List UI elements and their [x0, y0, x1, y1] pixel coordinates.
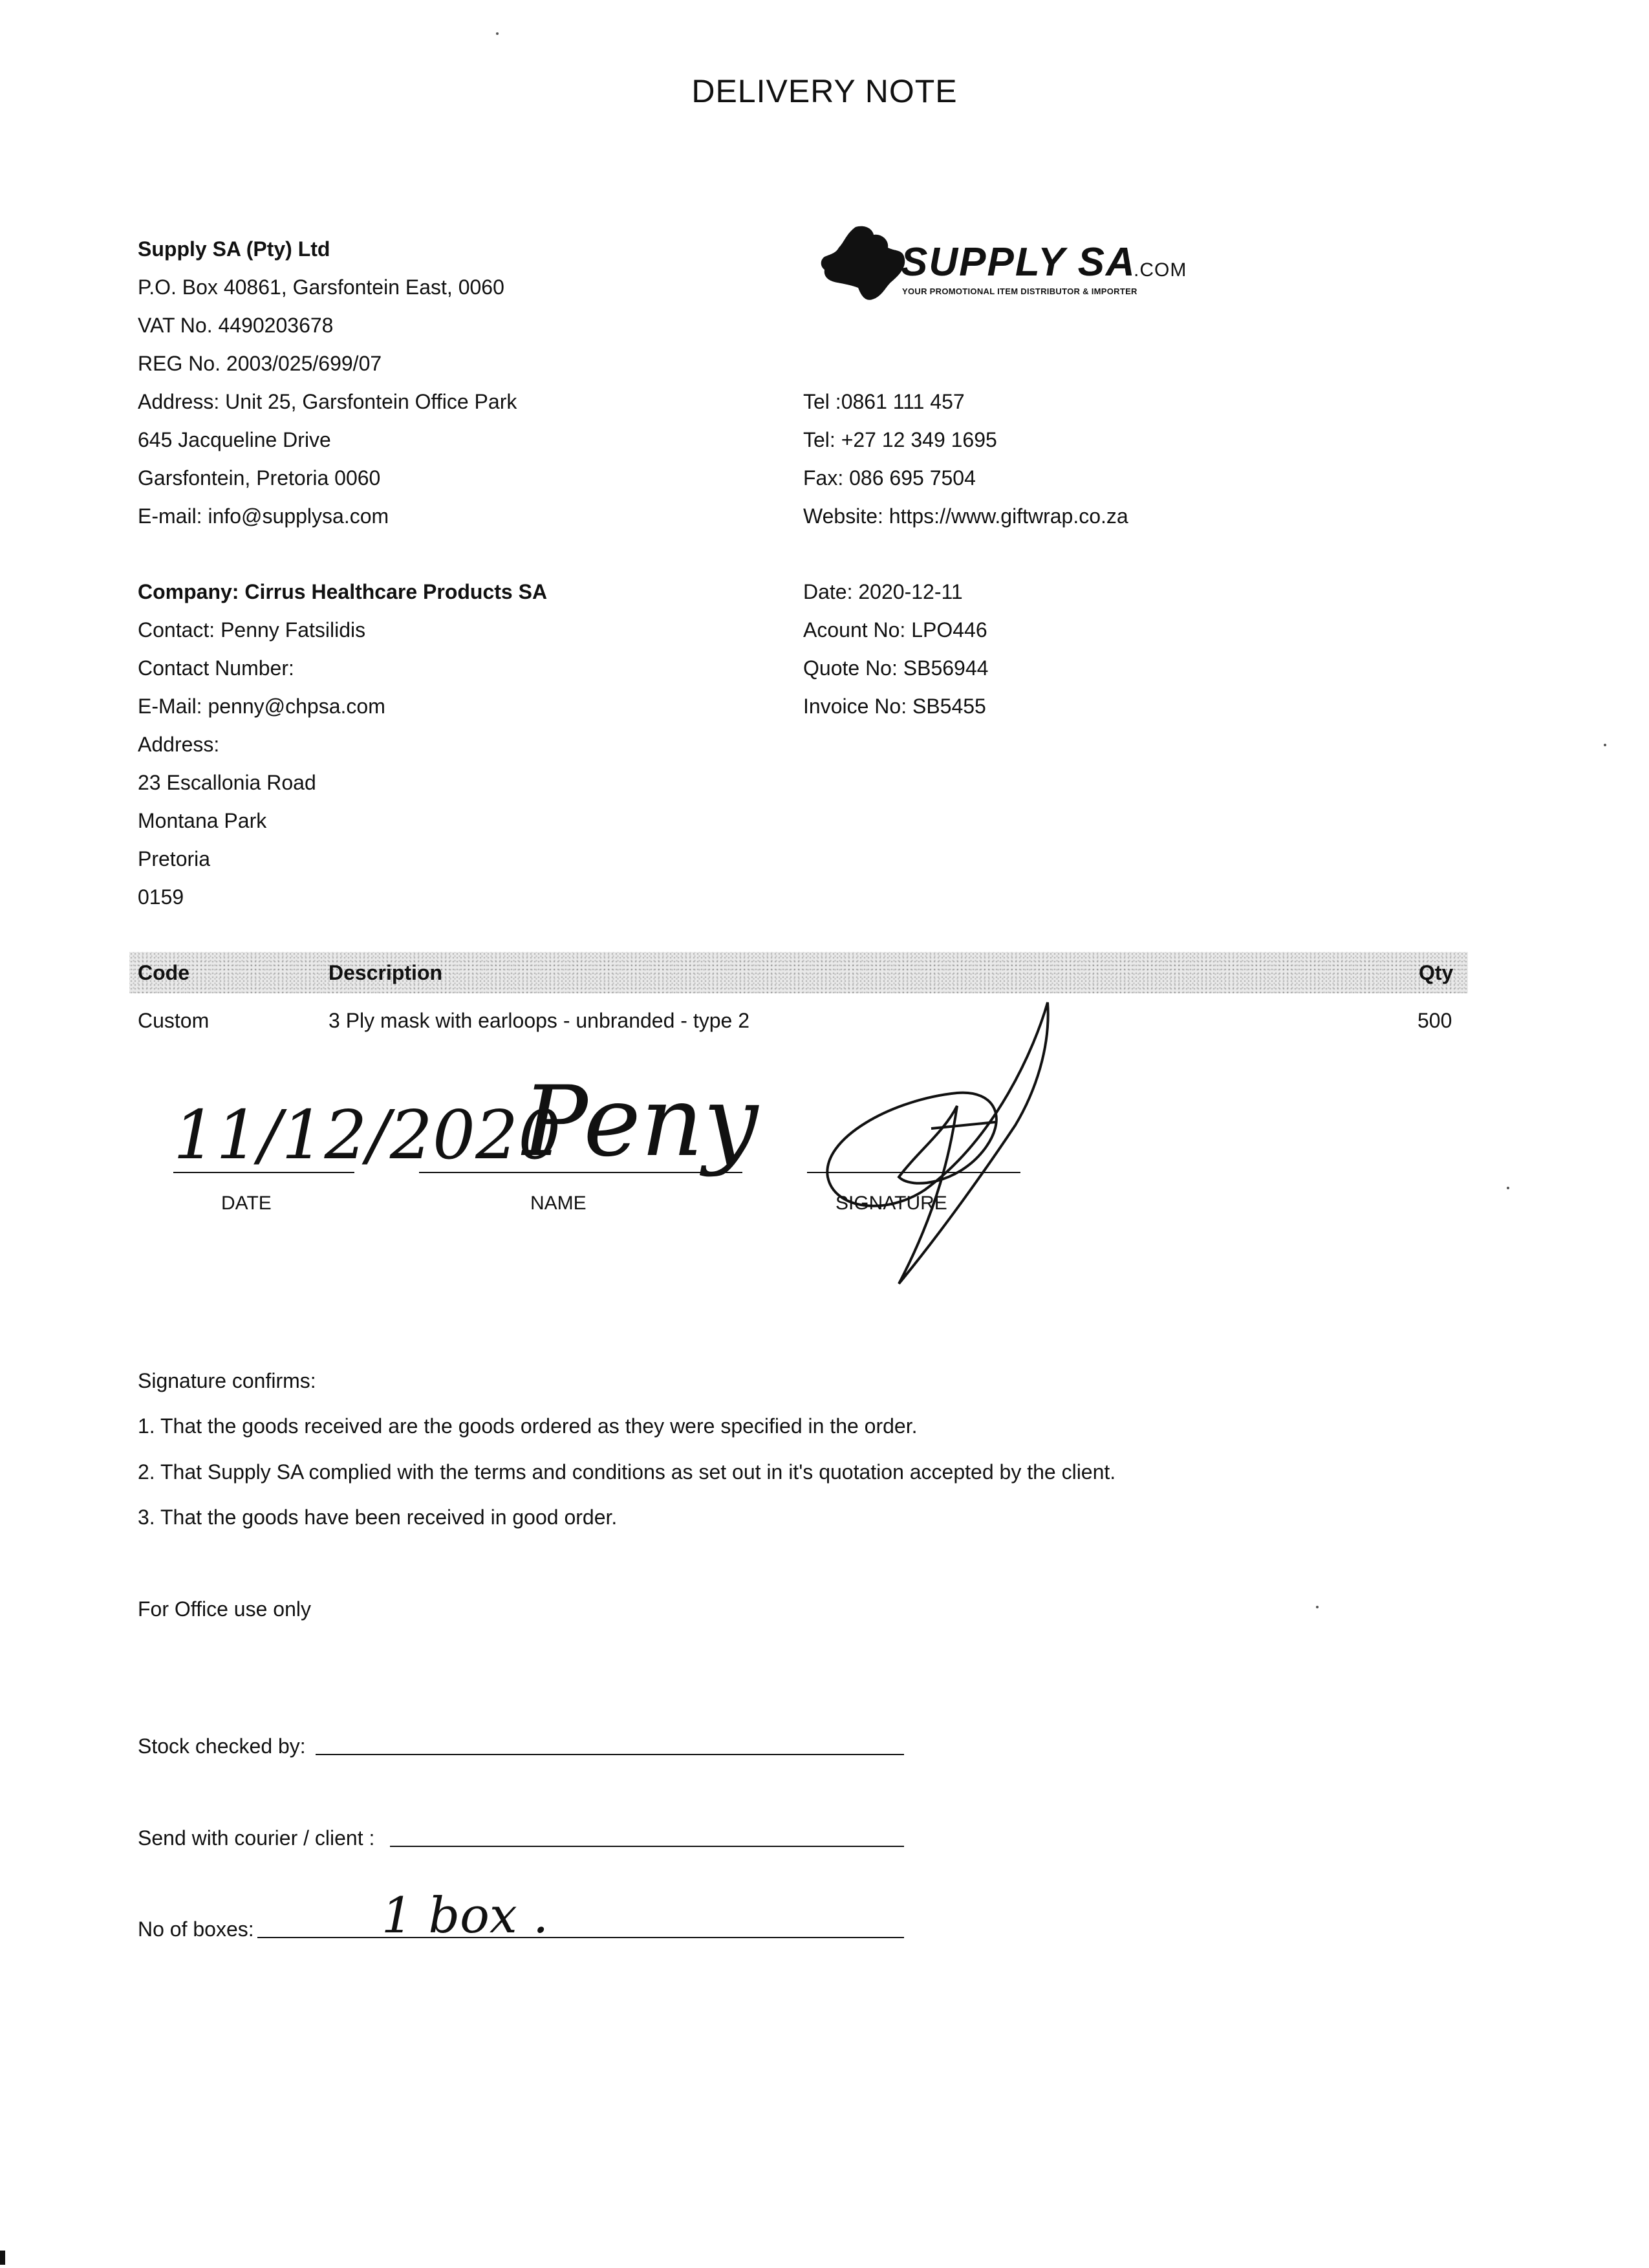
courier-label: Send with courier / client :	[138, 1826, 375, 1850]
scan-speck	[496, 32, 499, 35]
signature-label: SIGNATURE	[835, 1193, 947, 1214]
doc-quote-no: Quote No: SB56944	[803, 656, 989, 680]
supplier-po-box: P.O. Box 40861, Garsfontein East, 0060	[138, 275, 504, 299]
logo-brand-text: SUPPLY SA	[901, 240, 1136, 285]
supply-sa-logo	[818, 223, 1206, 307]
scan-edge-mark	[0, 2251, 5, 2265]
client-contact-number: Contact Number:	[138, 656, 294, 680]
boxes-label: No of boxes:	[138, 1917, 254, 1941]
confirmation-item-3: 3. That the goods have been received in good order.	[138, 1506, 618, 1529]
table-header-code: Code	[138, 961, 189, 984]
handwritten-signature	[802, 996, 1061, 1293]
supplier-address-3: Garsfontein, Pretoria 0060	[138, 466, 381, 490]
doc-account-no: Acount No: LPO446	[803, 618, 987, 642]
client-address-2: Montana Park	[138, 809, 267, 832]
client-address-3: Pretoria	[138, 847, 211, 870]
row-code: Custom	[138, 1009, 210, 1032]
courier-line	[390, 1846, 904, 1847]
client-contact: Contact: Penny Fatsilidis	[138, 618, 366, 642]
doc-date: Date: 2020-12-11	[803, 580, 963, 603]
row-description: 3 Ply mask with earloops - unbranded - type 2	[329, 1009, 749, 1032]
supplier-email: E-mail: info@supplysa.com	[138, 504, 389, 528]
boxes-line	[257, 1937, 904, 1938]
client-company: Company: Cirrus Healthcare Products SA	[138, 580, 548, 603]
supplier-address-1: Address: Unit 25, Garsfontein Office Park	[138, 390, 517, 413]
contact-website: Website: https://www.giftwrap.co.za	[803, 504, 1128, 528]
client-postal-code: 0159	[138, 885, 184, 909]
contact-tel-1: Tel :0861 111 457	[803, 390, 965, 413]
scan-speck	[1507, 1187, 1509, 1189]
office-heading: For Office use only	[138, 1597, 311, 1621]
logo-tagline: YOUR PROMOTIONAL ITEM DISTRIBUTOR & IMPORTER	[902, 286, 1137, 296]
supplier-address-2: 645 Jacqueline Drive	[138, 428, 331, 451]
logo-suffix-text: .COM	[1134, 259, 1187, 281]
confirmation-item-2: 2. That Supply SA complied with the terms and conditions as set out in it's quotation accepted by the client.	[138, 1460, 1116, 1484]
stock-checked-label: Stock checked by:	[138, 1734, 306, 1758]
name-label: NAME	[530, 1193, 587, 1214]
contact-fax: Fax: 086 695 7504	[803, 466, 976, 490]
doc-invoice-no: Invoice No: SB5455	[803, 695, 986, 718]
supplier-reg: REG No. 2003/025/699/07	[138, 352, 382, 375]
client-address-1: 23 Escallonia Road	[138, 771, 316, 794]
document-title: DELIVERY NOTE	[691, 73, 958, 109]
client-address-label: Address:	[138, 733, 220, 756]
handwritten-name: Peny	[523, 1066, 759, 1178]
name-signature-line	[419, 1172, 742, 1173]
row-qty: 500	[1417, 1009, 1452, 1032]
table-header-description: Description	[329, 961, 443, 984]
client-email: E-Mail: penny@chpsa.com	[138, 695, 385, 718]
table-header-qty: Qty	[1419, 961, 1454, 984]
africa-map-icon	[818, 223, 909, 307]
confirmation-item-1: 1. That the goods received are the goods ordered as they were specified in the order.	[138, 1414, 918, 1438]
scan-speck	[1316, 1606, 1319, 1608]
handwritten-boxes: 1 box .	[382, 1886, 549, 1944]
contact-tel-2: Tel: +27 12 349 1695	[803, 428, 997, 451]
signature-line	[807, 1172, 1020, 1173]
date-label: DATE	[221, 1193, 272, 1214]
date-signature-line	[173, 1172, 354, 1173]
scan-speck	[1604, 744, 1606, 746]
supplier-vat: VAT No. 4490203678	[138, 314, 334, 337]
stock-checked-line	[316, 1754, 904, 1755]
supplier-name: Supply SA (Pty) Ltd	[138, 237, 330, 261]
confirmation-heading: Signature confirms:	[138, 1369, 316, 1392]
handwritten-date: 11/12/2020	[173, 1096, 561, 1174]
